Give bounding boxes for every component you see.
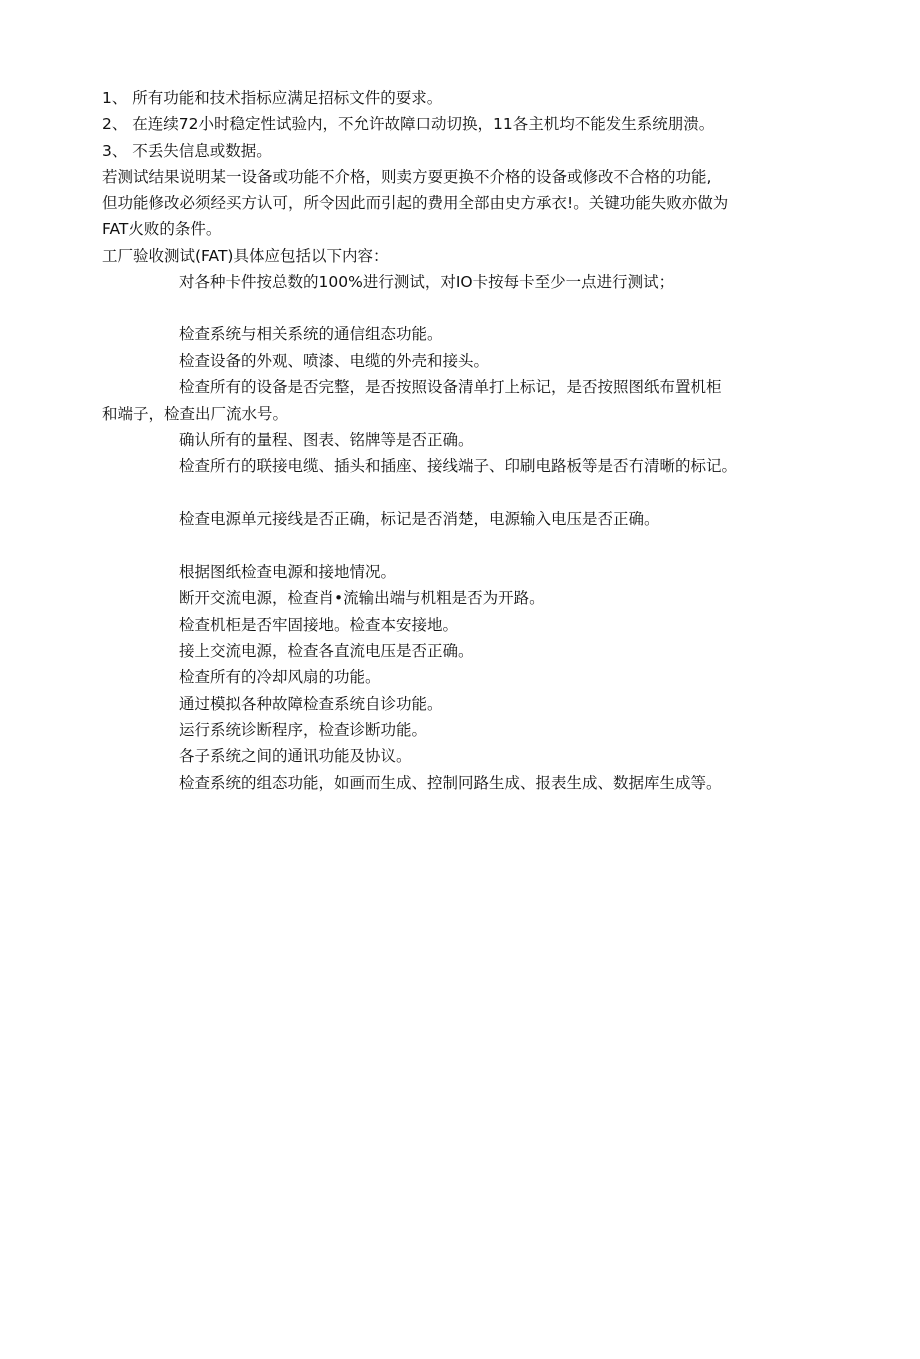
paragraph-line-2: 但功能修改必须经买方认可，所令因此而引起的费用全部由史方承衣!。关键功能失败亦做为 xyxy=(102,194,729,212)
check-item-ranges: 确认所有的量程、图表、铭牌等是否正确。 xyxy=(179,431,474,449)
check-item-labels: 检查所冇的联接电缆、插头和插座、接线端子、印刷电路板等是否冇清晰的标记。 xyxy=(179,457,738,475)
check-item-dc-voltage: 接上交流电源，检查各直流电压是否正确。 xyxy=(179,642,474,660)
section-intro: 工厂验收测试(FAT)具体应包括以下内容： xyxy=(102,247,389,265)
check-item-self-diag: 通过模拟各种故障检查系统自诊功能。 xyxy=(179,695,443,713)
numbered-item-2: 2、 在连续72小时稳定性试验内，不允许故障口动切换，11各主机均不能发生系统朋溃。 xyxy=(102,115,715,133)
check-item-grounding: 根据图纸检查电源和接地情况。 xyxy=(179,563,397,581)
paragraph-line-1: 若测试结果说明某一设备或功能不介格，则卖方耍更换不介格的设备或修改不合格的功能, xyxy=(102,168,712,186)
check-item-diag-program: 运行系统诊断程序，检查诊断功能。 xyxy=(179,721,428,739)
check-item-appearance: 检查设备的外观、喷漆、电缆的外壳和接头。 xyxy=(179,352,490,370)
check-item-fans: 检查所有的冷却风扇的功能。 xyxy=(179,668,381,686)
paragraph-line-3: FAT火败的条件。 xyxy=(102,220,222,238)
numbered-item-1: 1、 所有功能和技术指标应满足招标文件的耍求。 xyxy=(102,89,443,107)
check-item-completeness-cont: 和端子，检查出厂流水号。 xyxy=(102,405,289,423)
check-item-power-wiring: 检查电源单元接线是否正确，标记是否消楚，电源输入电压是否正确。 xyxy=(179,510,660,528)
check-item-subsystem-comm: 各子系统之间的通讯功能及协议。 xyxy=(179,747,412,765)
check-item-ac-off: 断开交流电源，检查肖•流输出端与机粗是否为开路。 xyxy=(179,589,545,607)
check-item-completeness: 检查所有的设备是否完整，是否按照设备清单打上标记，是否按照图纸布置机柜 xyxy=(179,378,722,396)
check-item-comm: 检查系统与相关系统的通信组态功能。 xyxy=(179,325,443,343)
check-item-configuration: 检查系统的组态功能，如画而生成、控制冋路生成、报表生成、数据库生成等。 xyxy=(179,774,722,792)
numbered-item-3: 3、 不丢失信息或数据。 xyxy=(102,142,272,160)
check-item-cabinet-ground: 检查机柜是否牢固接地。检查本安接地。 xyxy=(179,616,459,634)
check-item-cards: 对各种卡件按总数的100%进行测试，对IO卡按每卡至少一点进行测试； xyxy=(179,273,675,291)
